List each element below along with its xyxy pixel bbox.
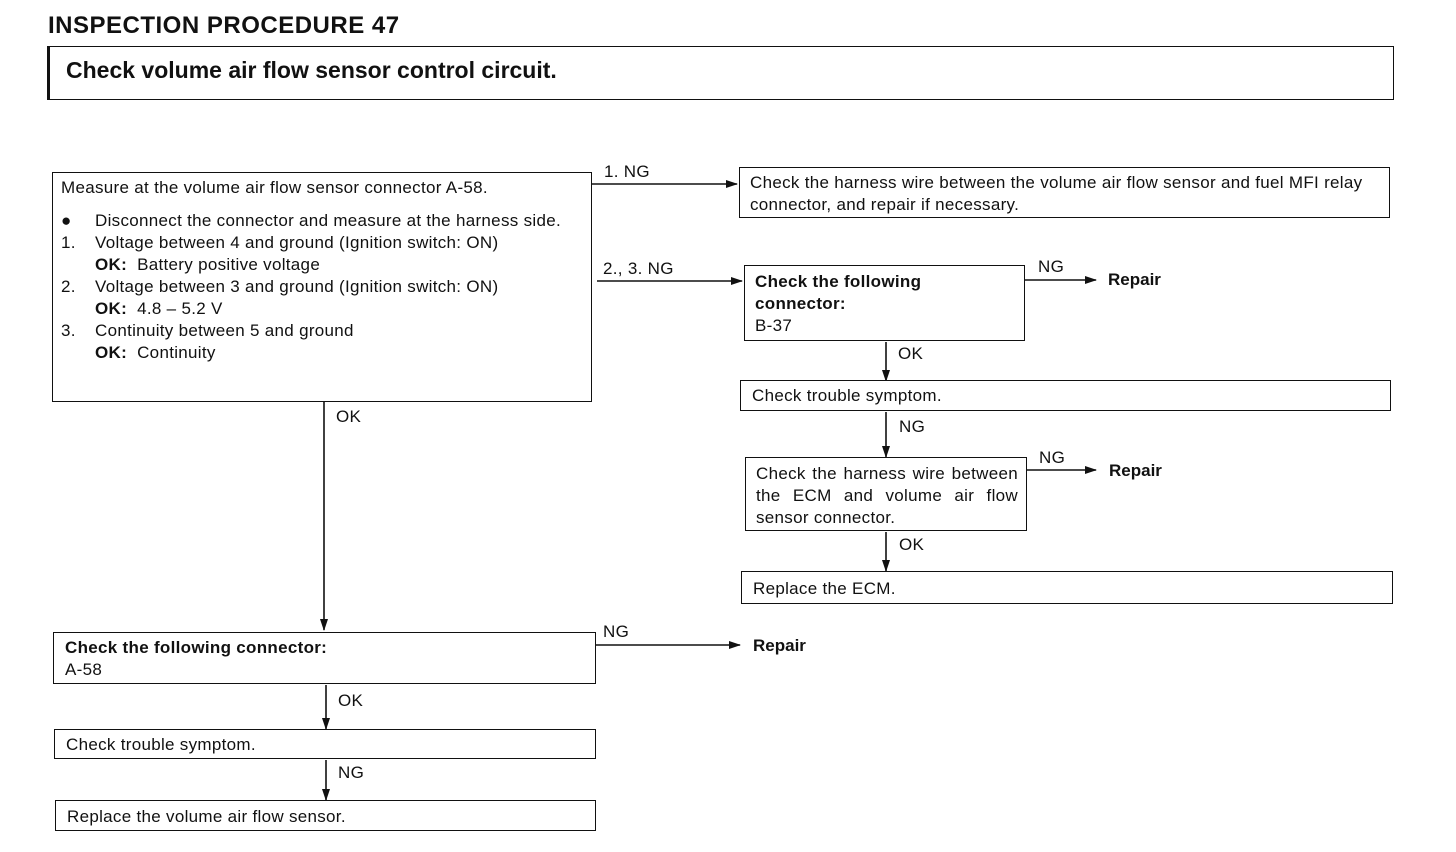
replace-ecm-text: Replace the ECM. xyxy=(753,579,896,598)
ok-label: OK: xyxy=(95,299,128,318)
measure-item-text: Voltage between 3 and ground (Ignition switch: ON) xyxy=(95,277,499,296)
harness-check-box xyxy=(739,167,1390,218)
replace-ecm-box xyxy=(741,571,1393,604)
measure-item-text: Voltage between 4 and ground (Ignition switch: ON) xyxy=(95,233,499,252)
measure-item xyxy=(61,276,581,298)
measure-item-number: 1. xyxy=(61,233,76,252)
label-ng-symptom-left: NG xyxy=(338,763,365,782)
label-ng-1: 1. NG xyxy=(604,162,650,181)
harness-check-text: Check the harness wire between the volume air flow sensor and fuel MFI relay connector, and repair if necessary. xyxy=(750,173,1363,214)
measure-item-ok xyxy=(61,298,581,320)
ok-value: Continuity xyxy=(137,343,216,362)
ok-value: Battery positive voltage xyxy=(137,255,321,274)
ok-label: OK: xyxy=(95,255,128,274)
harness-ecm-text: Check the harness wire between the ECM and volume air flow sensor connector. xyxy=(756,464,1018,527)
connector-a58-title: Check the following connector: xyxy=(65,638,328,657)
measure-bullet-row xyxy=(61,210,581,232)
label-ok-measure: OK xyxy=(336,407,362,426)
label-ok-harness-ecm: OK xyxy=(899,535,925,554)
trouble-symptom-right-box xyxy=(740,380,1391,411)
repair-a58: Repair xyxy=(753,636,806,655)
replace-sensor-text: Replace the volume air flow sensor. xyxy=(67,807,346,826)
trouble-symptom-left-box xyxy=(54,729,596,759)
bullet-icon: ● xyxy=(61,211,72,230)
label-ng-symptom-right: NG xyxy=(899,417,926,436)
connector-b37-id: B-37 xyxy=(755,316,793,335)
label-ok-b37: OK xyxy=(898,344,924,363)
label-ng-2-3: 2., 3. NG xyxy=(603,259,674,278)
connector-a58-id: A-58 xyxy=(65,660,103,679)
replace-sensor-box xyxy=(55,800,596,831)
measure-item-ok xyxy=(61,342,581,364)
measure-item-number: 3. xyxy=(61,321,76,340)
label-ok-a58: OK xyxy=(338,691,364,710)
connector-b37-box xyxy=(744,265,1025,341)
label-ng-harness-ecm: NG xyxy=(1039,448,1066,467)
connector-a58-box xyxy=(53,632,596,684)
measure-box xyxy=(52,172,592,402)
procedure-subtitle: Check volume air flow sensor control circuit. xyxy=(66,57,557,83)
measure-item xyxy=(61,320,581,342)
procedure-title: INSPECTION PROCEDURE 47 xyxy=(48,12,400,39)
measure-item-text: Continuity between 5 and ground xyxy=(95,321,354,340)
label-ng-b37: NG xyxy=(1038,257,1065,276)
trouble-symptom-right-text: Check trouble symptom. xyxy=(752,386,942,405)
measure-item-ok xyxy=(61,254,581,276)
ok-value: 4.8 – 5.2 V xyxy=(137,299,223,318)
label-ng-a58: NG xyxy=(603,622,630,641)
ok-label: OK: xyxy=(95,343,128,362)
measure-item xyxy=(61,232,581,254)
measure-intro: Measure at the volume air flow sensor connector A-58. xyxy=(61,178,488,197)
repair-b37: Repair xyxy=(1108,270,1161,289)
connector-b37-title: Check the following connector: xyxy=(755,272,922,313)
measure-bullet: Disconnect the connector and measure at the harness side. xyxy=(95,211,561,230)
repair-harness-ecm: Repair xyxy=(1109,461,1162,480)
harness-ecm-box xyxy=(745,457,1027,531)
measure-item-number: 2. xyxy=(61,277,76,296)
trouble-symptom-left-text: Check trouble symptom. xyxy=(66,735,256,754)
